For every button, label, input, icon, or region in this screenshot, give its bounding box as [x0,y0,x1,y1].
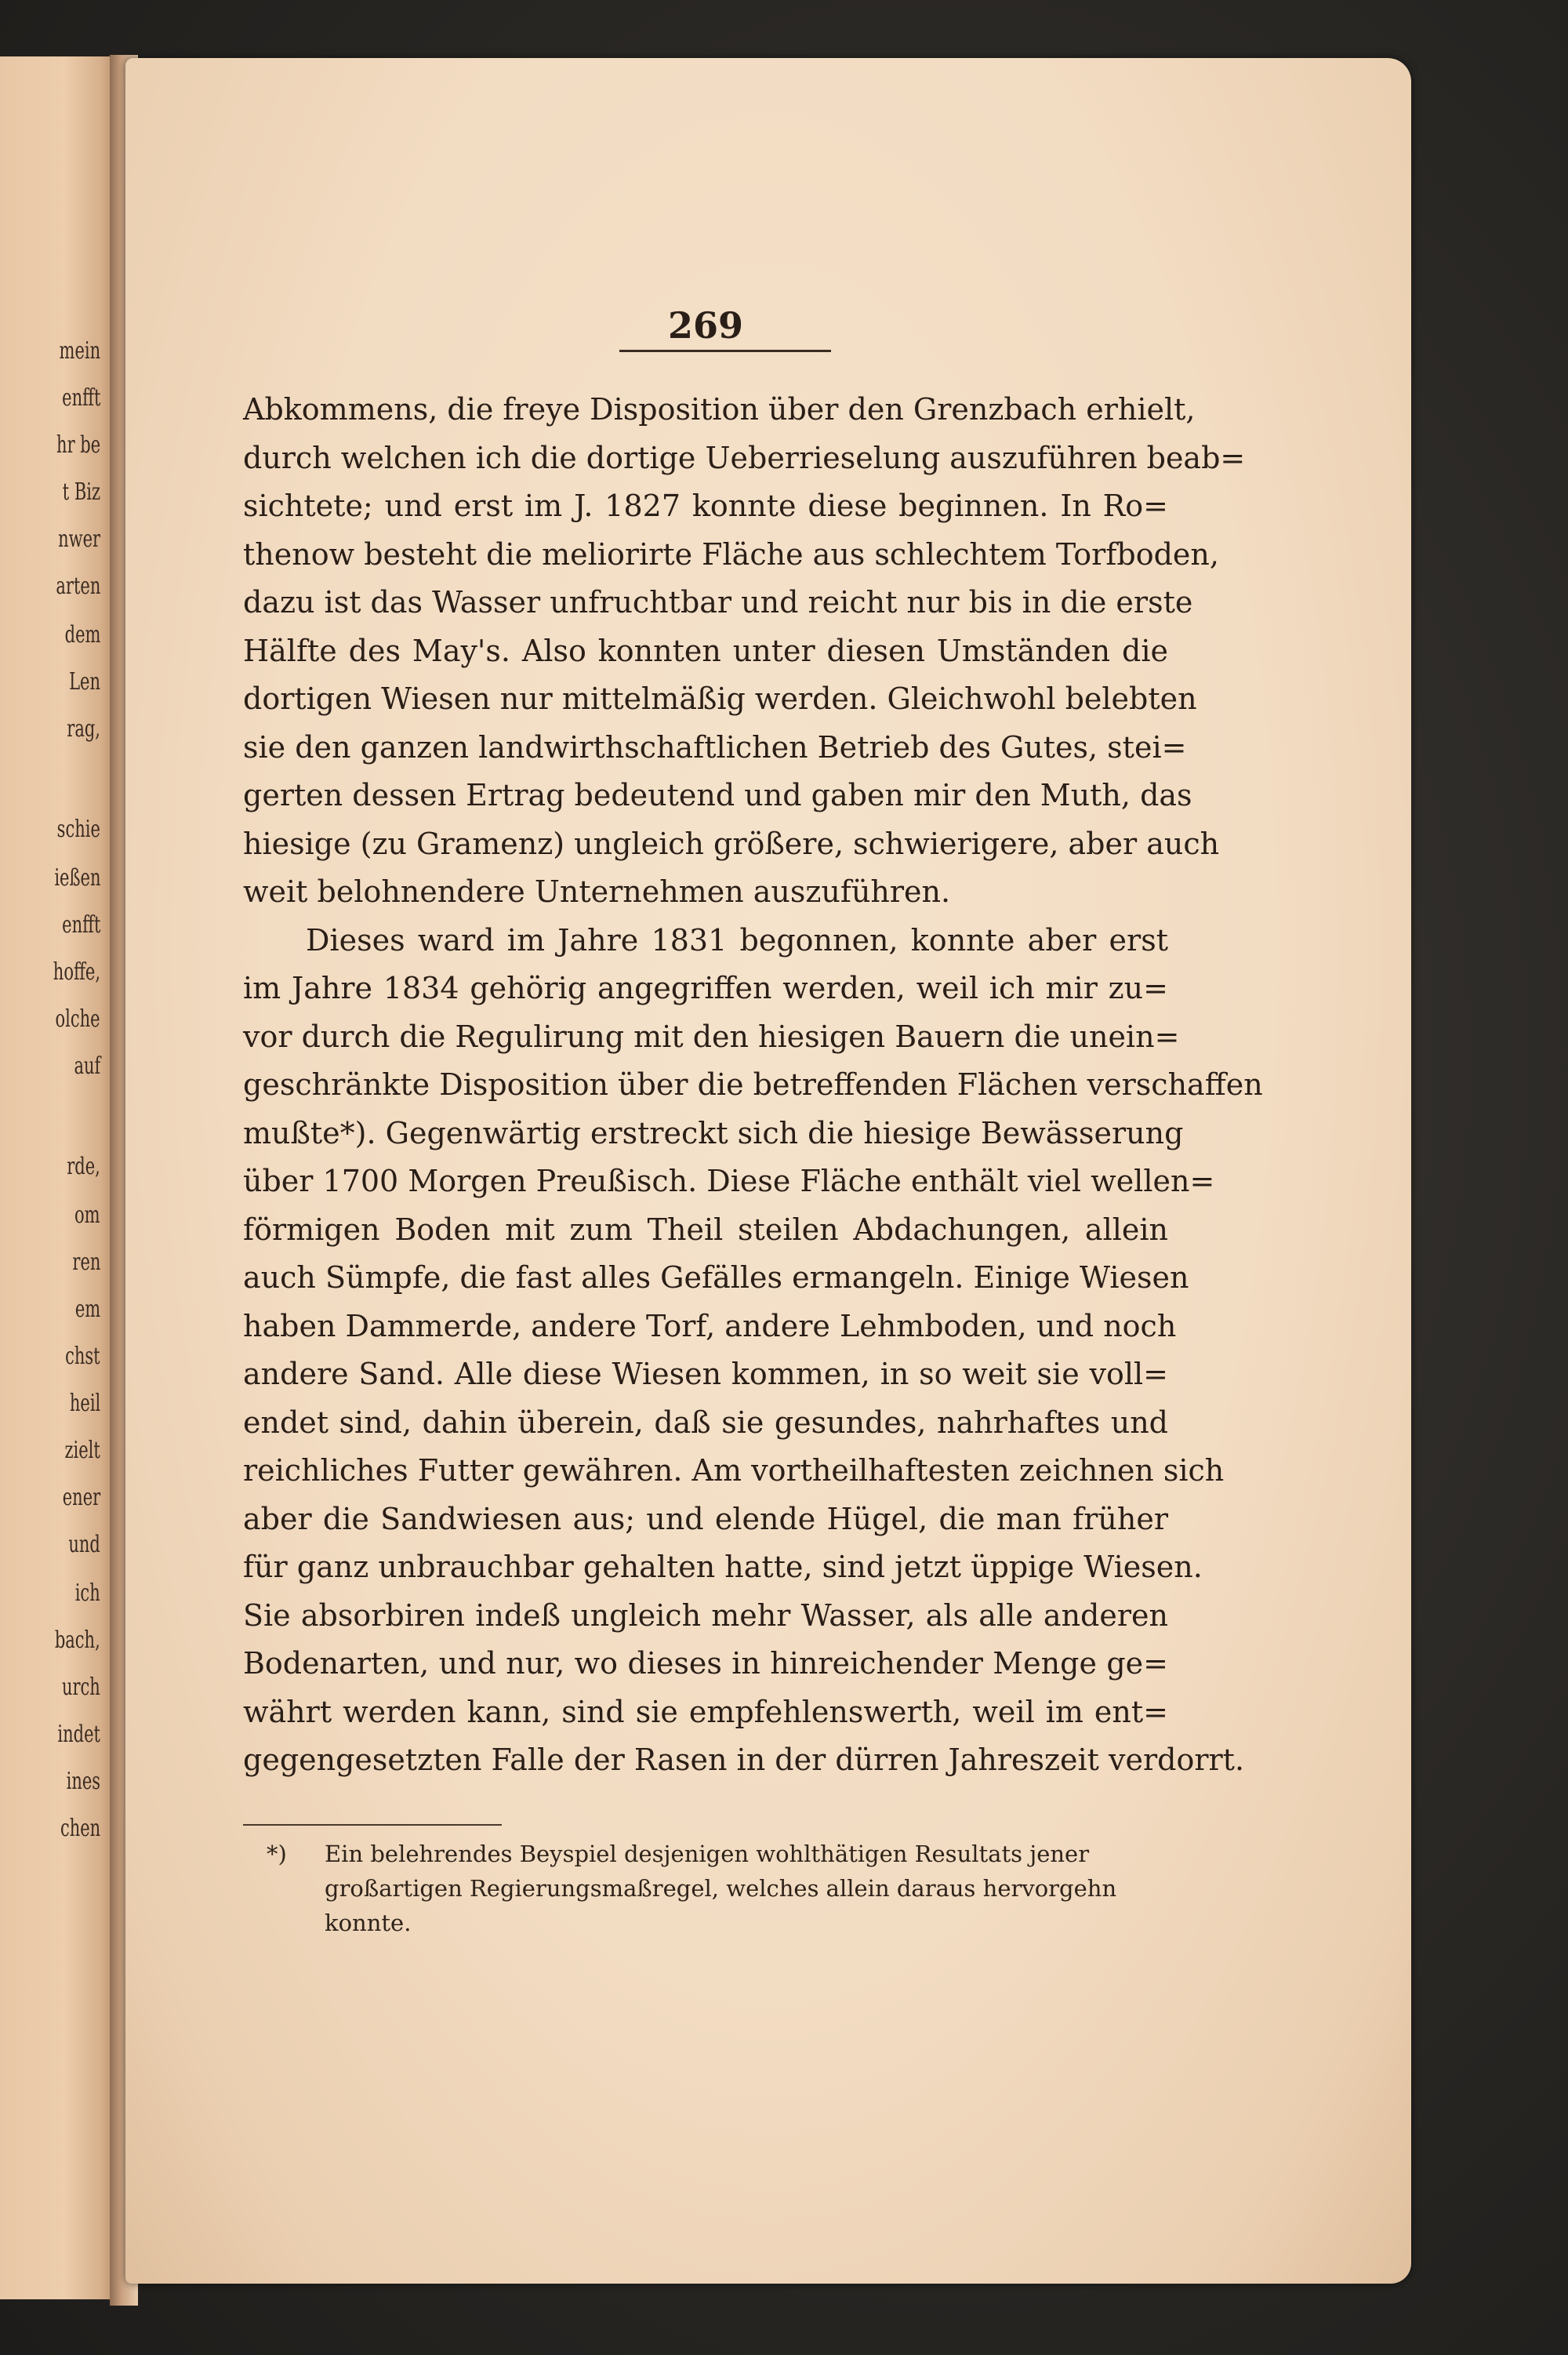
left-page-fragment: rde, [67,1153,100,1180]
footnote-line: großartigen Regierungsmaßregel, welches allein daraus hervorgehn [325,1875,1117,1902]
text-line: aber die Sandwiesen aus; und elende Hügel, die man früher [243,1501,1168,1536]
footnote-line: konnte. [325,1910,412,1936]
text-line: gegengesetzten Falle der Rasen in der dürren Jahreszeit verdorrt. [243,1743,1245,1777]
left-page-edge [0,56,118,2299]
left-page-fragment: indet [57,1721,100,1748]
left-page-fragment: rag, [67,715,100,743]
left-page-fragment: olche [55,1005,100,1033]
text-line: mußte*). Gegenwärtig erstreckt sich die hiesige Bewässerung [243,1115,1184,1150]
left-page-fragment: und [68,1531,100,1558]
header-rule [619,350,831,352]
left-page-fragment: chen [60,1815,100,1842]
page-number: 269 [667,304,744,347]
footnote [267,1837,1176,1940]
text-line: reichliches Futter gewähren. Am vortheilhaftesten zeichnen sich [243,1453,1225,1488]
left-page-fragment: enfft [61,384,100,412]
text-line: Dieses ward im Jahre 1831 begonnen, konnte aber erst [306,922,1168,958]
left-page-fragment: nwer [58,525,100,553]
text-line: sichtete; und erst im J. 1827 konnte diese beginnen. In Ro= [243,489,1168,523]
left-page-fragment: bach, [55,1626,100,1654]
left-page-fragment: mein [59,337,100,365]
left-page-fragment: om [74,1201,100,1229]
text-line: dortigen Wiesen nur mittelmäßig werden. Gleichwohl belebten [243,681,1197,716]
left-page-fragment: ren [72,1248,100,1276]
footnote-text: Ein belehrendes Beyspiel desjenigen wohlthätigen Resultats jener [325,1841,1090,1867]
text-line: währt werden kann, sind sie empfehlenswerth, weil im ent= [243,1694,1168,1729]
left-page-fragment: chst [65,1343,100,1370]
footnote-marker: *) [267,1841,287,1867]
left-page-fragment: urch [62,1674,100,1701]
left-page-fragment: dem [64,621,100,649]
text-line: auch Sümpfe, die fast alles Gefälles ermangeln. Einige Wiesen [243,1260,1189,1295]
left-page-fragment: enfft [61,911,100,939]
left-page-fragment: ines [66,1768,100,1795]
text-line: gerten dessen Ertrag bedeutend und gaben mir den Muth, das [243,778,1192,812]
text-line: dazu ist das Wasser unfruchtbar und reicht nur bis in die erste [243,585,1193,620]
text-line: hiesige (zu Gramenz) ungleich größere, schwierigere, aber auch [243,826,1220,861]
left-page-fragment: arten [56,572,100,600]
left-page-fragment: t Biz [62,478,100,506]
left-page-fragment: hoffe, [53,958,100,986]
text-line: sie den ganzen landwirthschaftlichen Betrieb des Gutes, stei= [243,729,1187,765]
body-text [243,386,1263,1785]
left-page-fragment: schie [56,816,100,843]
left-page-fragment: em [74,1296,100,1323]
text-line: Bodenarten, und nur, wo dieses in hinreichender Menge ge= [243,1646,1168,1681]
footnote-rule [243,1824,502,1826]
text-line: haben Dammerde, andere Torf, andere Lehmboden, und noch [243,1308,1177,1343]
text-line: andere Sand. Alle diese Wiesen kommen, in so weit sie voll= [243,1357,1168,1391]
text-line: durch welchen ich die dortige Ueberrieselung auszuführen beab= [243,440,1246,475]
text-line: förmigen Boden mit zum Theil steilen Abdachungen, allein [243,1212,1168,1247]
text-line: über 1700 Morgen Preußisch. Diese Fläche enthält viel wellen= [243,1164,1215,1198]
text-line: geschränkte Disposition über die betreffenden Flächen verschaffen [243,1067,1263,1102]
text-line: Hälfte des May's. Also konnten unter diesen Umständen die [243,633,1168,668]
text-line: im Jahre 1834 gehörig angegriffen werden, weil ich mir zu= [243,971,1168,1005]
left-page-fragment: heil [69,1390,100,1417]
left-page-fragment: ießen [53,864,100,892]
text-line: endet sind, dahin überein, daß sie gesundes, nahrhaftes und [243,1405,1168,1440]
text-line: weit belohnendere Unternehmen auszuführen. [243,874,951,909]
left-page-fragment: auf [74,1052,100,1080]
text-line: vor durch die Regulirung mit den hiesigen Bauern die unein= [243,1019,1180,1054]
text-line: für ganz unbrauchbar gehalten hatte, sind jetzt üppige Wiesen. [243,1550,1203,1584]
text-line: thenow besteht die meliorirte Fläche aus schlechtem Torfboden, [243,536,1219,572]
left-page-fragment: zielt [64,1437,100,1464]
text-line: Abkommens, die freye Disposition über den Grenzbach erhielt, [243,392,1196,427]
left-page-fragment: ich [74,1579,100,1607]
footnote-line [267,1837,1176,1871]
left-page-fragment: hr be [56,431,100,459]
text-line: Sie absorbiren indeß ungleich mehr Wasser, als alle anderen [243,1597,1168,1633]
left-page-fragment: Len [69,668,100,696]
left-page-fragment: ener [62,1484,100,1511]
